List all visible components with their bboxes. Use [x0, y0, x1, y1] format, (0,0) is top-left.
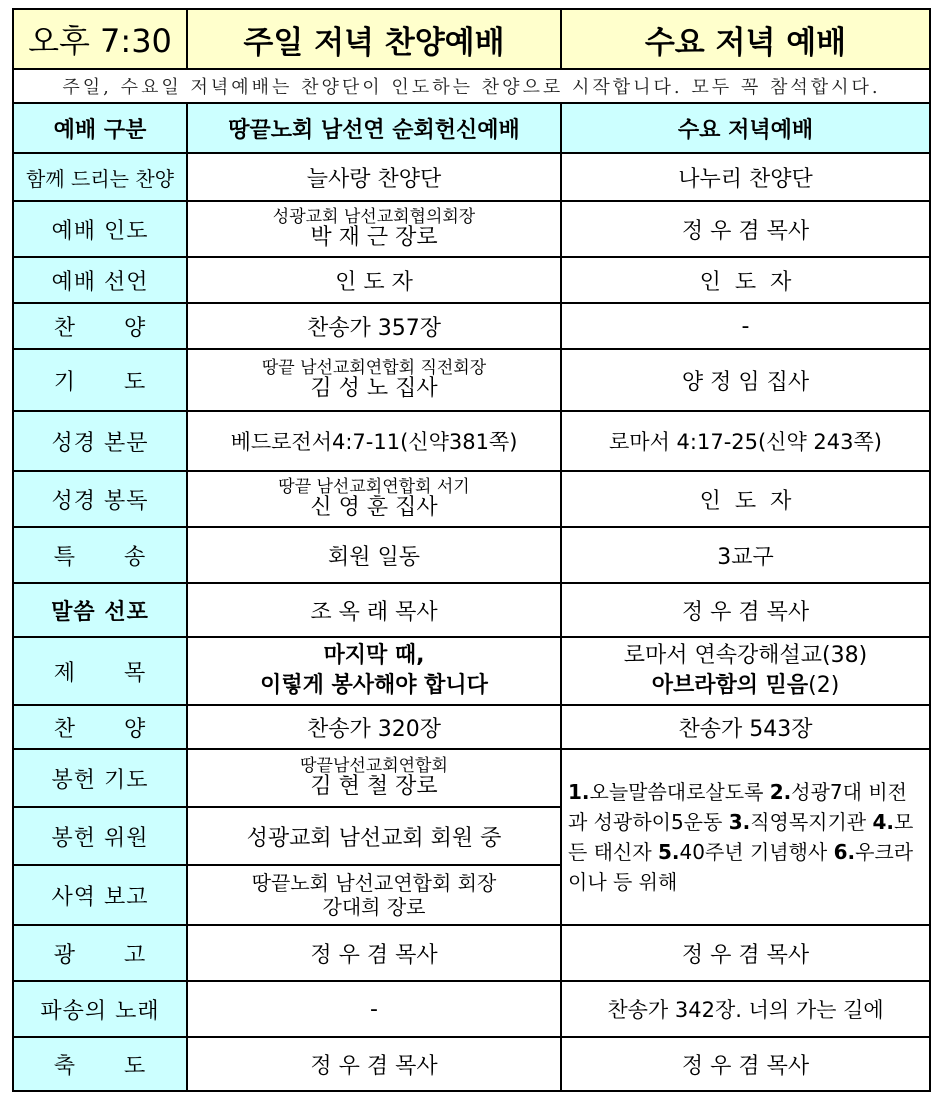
table-row [13, 257, 930, 303]
sunday-role: 땅끝 남선교회연합회 직전회장 [261, 358, 487, 378]
wednesday-cell: 양 정 임 집사 [561, 349, 930, 411]
wednesday-cell: 로마서 4:17-25(신약 243쪽) [561, 411, 930, 471]
sermon-title-line2: 이렇게 봉사해야 합니다 [260, 673, 488, 698]
topic-number: 3. [728, 810, 751, 834]
sunday-cell [187, 865, 561, 925]
wednesday-cell: 나누리 찬양단 [561, 153, 930, 201]
wednesday-cell: - [561, 303, 930, 349]
sunday-cell: - [187, 981, 561, 1037]
row-label: 축 도 [13, 1037, 187, 1091]
report-role: 땅끝노회 남선교연합회 회장 [251, 871, 497, 895]
prayer-topics [561, 749, 930, 925]
sunday-cell [187, 749, 561, 807]
row-label: 함께 드리는 찬양 [13, 153, 187, 201]
sunday-cell: 회원 일동 [187, 527, 561, 583]
row-label: 말씀 선포 [13, 583, 187, 637]
table-row [13, 925, 930, 981]
sunday-role: 땅끝남선교회연합회 [300, 756, 448, 776]
wednesday-cell: 정 우 겸 목사 [561, 201, 930, 257]
row-label: 봉헌 위원 [13, 807, 187, 865]
sermon-title-line1: 마지막 때, [323, 643, 425, 668]
table-row [13, 201, 930, 257]
sunday-cell [187, 349, 561, 411]
topic-text: 모든 태신자 [568, 810, 914, 864]
wednesday-cell: 3교구 [561, 527, 930, 583]
table-row [13, 637, 930, 705]
sermon-title-bold: 아브라함의 믿음 [651, 673, 809, 698]
sunday-person: 박 재 근 장로 [310, 225, 438, 250]
table-row [13, 153, 930, 201]
row-label: 봉헌 기도 [13, 749, 187, 807]
col-sunday-header: 땅끝노회 남선연 순회헌신예배 [187, 103, 561, 153]
sunday-person: 신 영 훈 집사 [310, 495, 438, 520]
row-label: 찬 양 [13, 303, 187, 349]
table-row [13, 349, 930, 411]
sunday-title: 주일 저녁 찬양예배 [187, 9, 561, 69]
wednesday-cell: 인 도 자 [561, 471, 930, 527]
row-label: 사역 보고 [13, 865, 187, 925]
topic-number: 2. [769, 780, 792, 804]
time-label: 오후 7:30 [13, 9, 187, 69]
table-row [13, 583, 930, 637]
sunday-cell: 정 우 겸 목사 [187, 1037, 561, 1091]
col-label-header: 예배 구분 [13, 103, 187, 153]
sunday-cell: 정 우 겸 목사 [187, 925, 561, 981]
sunday-cell: 늘사랑 찬양단 [187, 153, 561, 201]
row-label: 제 목 [13, 637, 187, 705]
sunday-cell: 성광교회 남선교회 회원 중 [187, 807, 561, 865]
sunday-person: 김 현 철 장로 [310, 774, 438, 799]
row-label: 성경 본문 [13, 411, 187, 471]
row-label: 찬 양 [13, 705, 187, 749]
sunday-role: 성광교회 남선교회협의회장 [272, 207, 476, 227]
table-row [13, 471, 930, 527]
topic-text: 오늘말씀대로살도록 [589, 780, 770, 804]
row-label: 기 도 [13, 349, 187, 411]
sermon-title-part: (2) [808, 673, 840, 698]
topic-number: 5. [658, 840, 680, 864]
notice-text: 주일, 수요일 저녁예배는 찬양단이 인도하는 찬양으로 시작합니다. 모두 꼭 참석합시다. [13, 69, 930, 103]
row-label: 특 송 [13, 527, 187, 583]
table-row [13, 1037, 930, 1091]
worship-schedule [12, 8, 929, 1092]
sunday-cell: 인 도 자 [187, 257, 561, 303]
row-label: 파송의 노래 [13, 981, 187, 1037]
table-row [13, 705, 930, 749]
sunday-cell [187, 201, 561, 257]
sunday-role: 땅끝 남선교회연합회 서기 [278, 477, 470, 497]
topic-text: 직영목지기관 [750, 810, 873, 834]
topic-number: 4. [872, 810, 894, 834]
wednesday-cell [561, 637, 930, 705]
row-label: 예배 선언 [13, 257, 187, 303]
sermon-series: 로마서 연속강해설교(38) [623, 643, 868, 668]
sunday-cell: 조 옥 래 목사 [187, 583, 561, 637]
topic-number: 6. [833, 840, 856, 864]
wednesday-cell: 정 우 겸 목사 [561, 583, 930, 637]
topic-number: 1. [568, 780, 590, 804]
sermon-title-wednesday [566, 671, 925, 701]
report-person: 강대희 장로 [322, 895, 426, 919]
table-row [13, 303, 930, 349]
sunday-cell [187, 637, 561, 705]
row-label: 광 고 [13, 925, 187, 981]
sunday-cell: 베드로전서4:7-11(신약381쪽) [187, 411, 561, 471]
schedule-table [12, 8, 931, 1092]
notice-row [13, 69, 930, 103]
topic-text: 우크라이나 등 위해 [568, 840, 914, 894]
wednesday-cell: 정 우 겸 목사 [561, 925, 930, 981]
table-row [13, 981, 930, 1037]
sunday-person: 김 성 노 집사 [310, 376, 438, 401]
topic-text: 성광7대 비전과 성광하이5운동 [568, 780, 907, 834]
wednesday-cell: 정 우 겸 목사 [561, 1037, 930, 1091]
wednesday-cell: 인 도 자 [561, 257, 930, 303]
wednesday-cell: 찬송가 543장 [561, 705, 930, 749]
sunday-cell: 찬송가 320장 [187, 705, 561, 749]
table-row [13, 527, 930, 583]
col-wednesday-header: 수요 저녁예배 [561, 103, 930, 153]
table-row [13, 749, 930, 807]
table-row [13, 411, 930, 471]
sunday-cell [187, 471, 561, 527]
wednesday-title: 수요 저녁 예배 [561, 9, 930, 69]
column-header-row [13, 103, 930, 153]
row-label: 성경 봉독 [13, 471, 187, 527]
sunday-cell: 찬송가 357장 [187, 303, 561, 349]
wednesday-cell: 찬송가 342장. 너의 가는 길에 [561, 981, 930, 1037]
row-label: 예배 인도 [13, 201, 187, 257]
header-row [13, 9, 930, 69]
topic-text: 40주년 기념행사 [679, 840, 834, 864]
